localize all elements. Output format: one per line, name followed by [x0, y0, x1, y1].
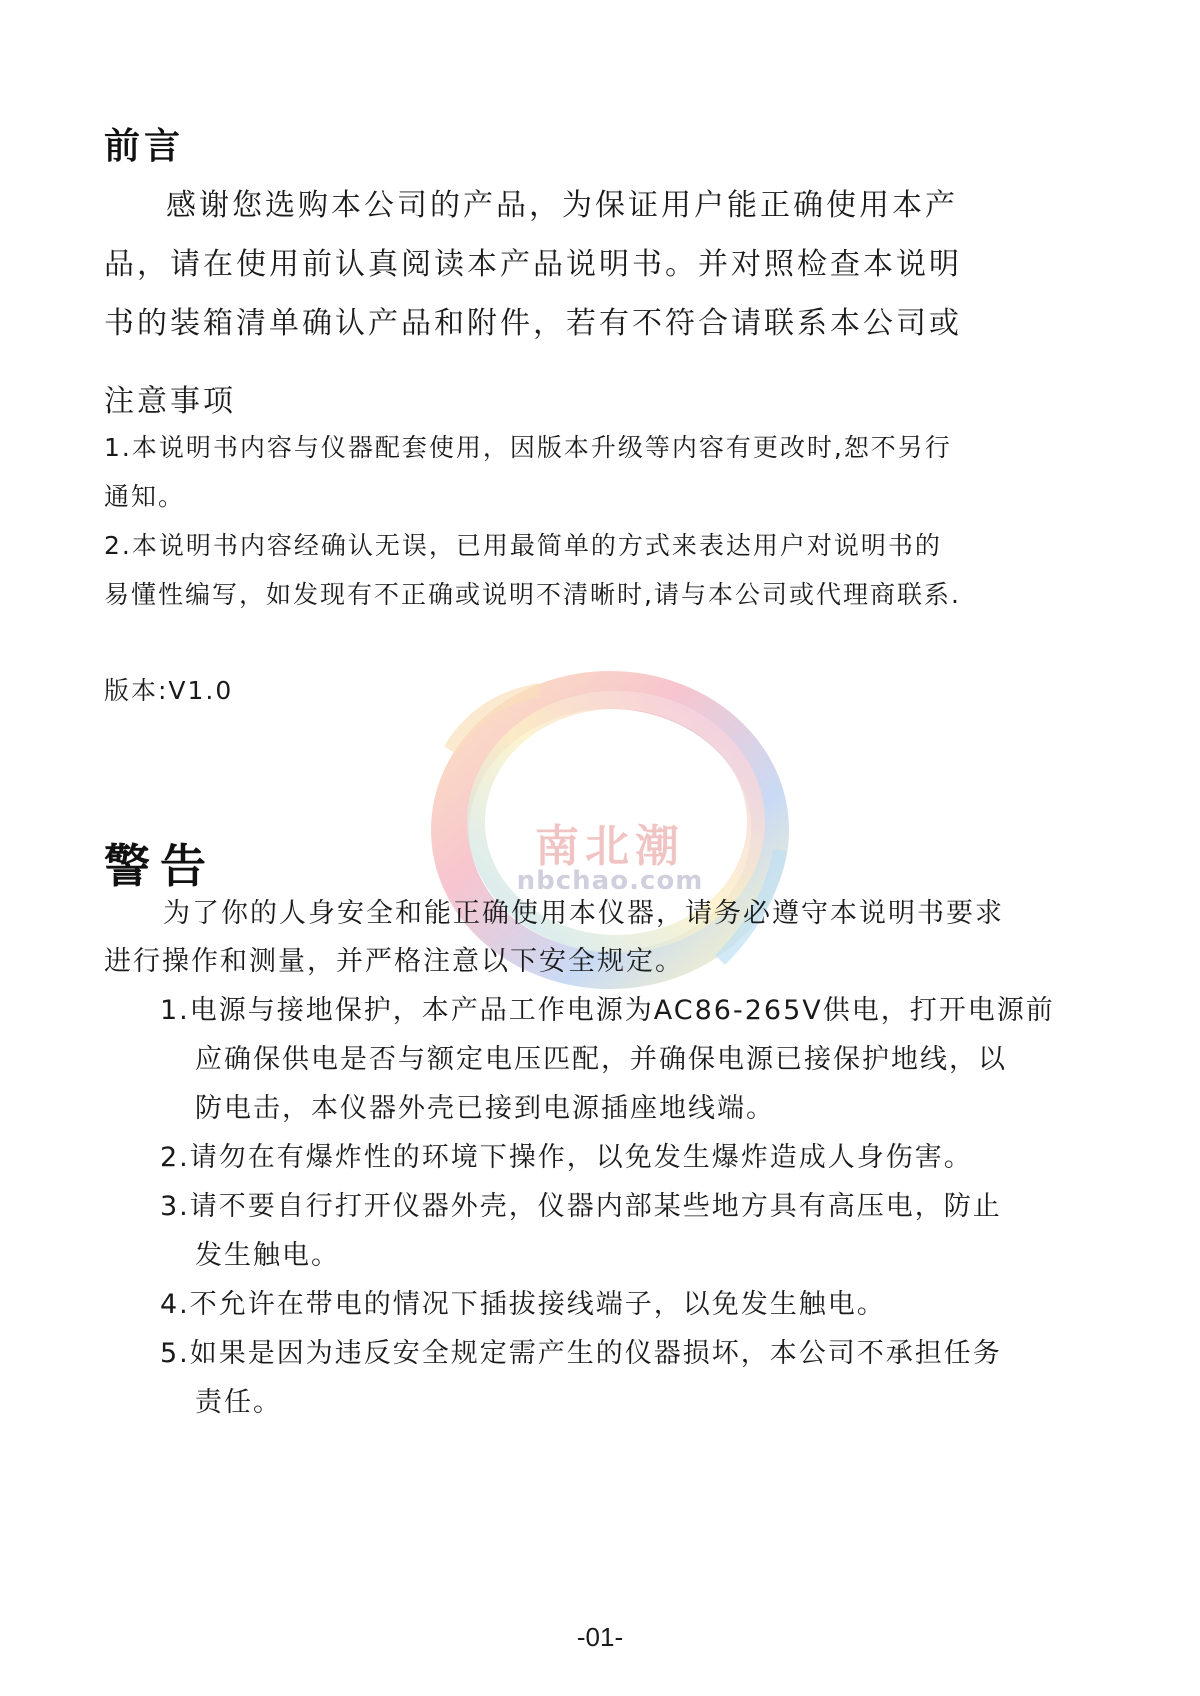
notice-line-3: 2.本说明书内容经确认无误，已用最简单的方式来表达用户对说明书的: [104, 531, 942, 560]
watermark-text-en: nbchao.com: [516, 866, 704, 896]
preface-line-3: 书的装箱清单确认产品和附件，若有不符合请联系本公司或: [104, 306, 962, 341]
warning-intro-line-2: 进行操作和测量，并严格注意以下安全规定。: [104, 946, 684, 977]
notice-line-4: 易懂性编写，如发现有不正确或说明不清晰时,请与本公司或代理商联系.: [104, 580, 961, 609]
page-number: -01-: [576, 1622, 624, 1652]
warning-item-5-line-2: 责任。: [195, 1387, 282, 1418]
version-label: 版本:V1.0: [104, 676, 234, 705]
warning-item-5-line-1: 5.如果是因为违反安全规定需产生的仪器损坏，本公司不承担任务: [160, 1338, 1002, 1369]
warning-item-4: 4.不允许在带电的情况下插拔接线端子，以免发生触电。: [160, 1289, 886, 1320]
notice-title: 注意事项: [104, 384, 236, 419]
warning-item-3-line-1: 3.请不要自行打开仪器外壳，仪器内部某些地方具有高压电，防止: [160, 1191, 1002, 1222]
preface-line-2: 品，请在使用前认真阅读本产品说明书。并对照检查本说明: [104, 247, 962, 282]
warning-item-1-line-1: 1.电源与接地保护，本产品工作电源为AC86-265V供电，打开电源前: [160, 995, 1055, 1026]
notice-line-1: 1.本说明书内容与仪器配套使用，因版本升级等内容有更改时,恕不另行: [104, 433, 952, 462]
preface-title: 前言: [104, 125, 185, 167]
warning-title: 警告: [104, 839, 216, 893]
warning-item-1-line-3: 防电击，本仪器外壳已接到电源插座地线端。: [195, 1093, 775, 1124]
warning-item-1-line-2: 应确保供电是否与额定电压匹配，并确保电源已接保护地线，以: [195, 1044, 1007, 1075]
watermark-text-cn: 南北潮: [535, 821, 685, 872]
warning-item-2: 2.请勿在有爆炸性的环境下操作，以免发生爆炸造成人身伤害。: [160, 1142, 973, 1173]
watermark-ring-icon: [420, 660, 800, 990]
watermark-logo: [420, 660, 800, 990]
preface-line-1: 感谢您选购本公司的产品，为保证用户能正确使用本产: [166, 188, 958, 223]
warning-intro-line-1: 为了你的人身安全和能正确使用本仪器，请务必遵守本说明书要求: [163, 898, 1004, 929]
notice-line-2: 通知。: [104, 482, 186, 511]
warning-item-3-line-2: 发生触电。: [195, 1240, 340, 1271]
